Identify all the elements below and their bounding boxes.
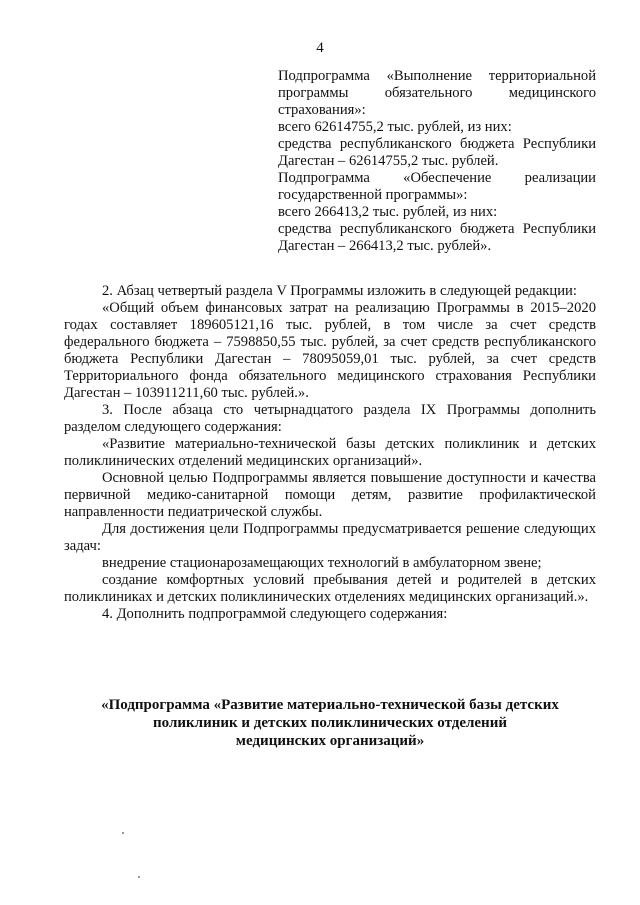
funding-line-total-2: всего 266413,2 тыс. рублей, из них: — [278, 204, 498, 220]
funding-line-subprogram-1: Подпрограмма «Выполнение территориальной программы обязательного медицинского страхования»: — [278, 68, 596, 118]
funding-line-source-2: средства республиканского бюджета Республики Дагестан – 266413,2 тыс. рублей». — [278, 221, 596, 254]
paragraph-goal: Основной целью Подпрограммы является повышение доступности и качества первичной медико-санитарной помощи детям, развитие профилактической направленности педиатрической службы. — [64, 470, 596, 520]
paragraph-tasks-intro: Для достижения цели Подпрограммы предусматривается решение следующих задач: — [64, 521, 596, 554]
paragraph-section-title-quote: «Развитие материально-технической базы детских поликлиник и детских поликлинических отделений медицинских организаций». — [64, 436, 596, 469]
paragraph-task-1: внедрение стационарозамещающих технологий в амбулаторном звене; — [102, 555, 542, 571]
heading-line-1: «Подпрограмма «Развитие материально-технической базы детских — [101, 697, 559, 713]
scan-speck — [122, 832, 124, 834]
funding-summary-block — [278, 68, 596, 255]
paragraph-item-2: 2. Абзац четвертый раздела V Программы изложить в следующей редакции: — [102, 283, 577, 299]
document-body — [64, 283, 596, 623]
paragraph-quote-financing: «Общий объем финансовых затрат на реализацию Программы в 2015–2020 годах составляет 189605121,16 тыс. рублей, в том числе за счет средств федерального бюджета – 7598850,55 тыс. рублей, за счет средств республиканского бюджета Республики Дагестан – 78095059,01 тыс. рублей, за счет средств Территориального фонда обязательного медицинского страхования Республики Дагестан – 103911211,60 тыс. рублей.». — [64, 300, 596, 401]
page-number: 4 — [316, 40, 324, 56]
funding-line-total-1: всего 62614755,2 тыс. рублей, из них: — [278, 119, 512, 135]
funding-line-source-1: средства республиканского бюджета Республики Дагестан – 62614755,2 тыс. рублей. — [278, 136, 596, 169]
paragraph-task-2: создание комфортных условий пребывания детей и родителей в детских поликлиниках и детских поликлинических отделениях медицинских организаций.». — [64, 572, 596, 605]
heading-line-2: поликлиник и детских поликлинических отделений — [153, 715, 507, 731]
paragraph-item-3: 3. После абзаца сто четырнадцатого раздела IX Программы дополнить разделом следующего содержания: — [64, 402, 596, 435]
heading-line-3: медицинских организаций» — [235, 733, 425, 749]
subprogram-heading — [64, 696, 596, 750]
scan-speck — [138, 876, 140, 878]
funding-line-subprogram-2: Подпрограмма «Обеспечение реализации государственной программы»: — [278, 170, 596, 203]
paragraph-item-4: 4. Дополнить подпрограммой следующего содержания: — [102, 606, 448, 622]
